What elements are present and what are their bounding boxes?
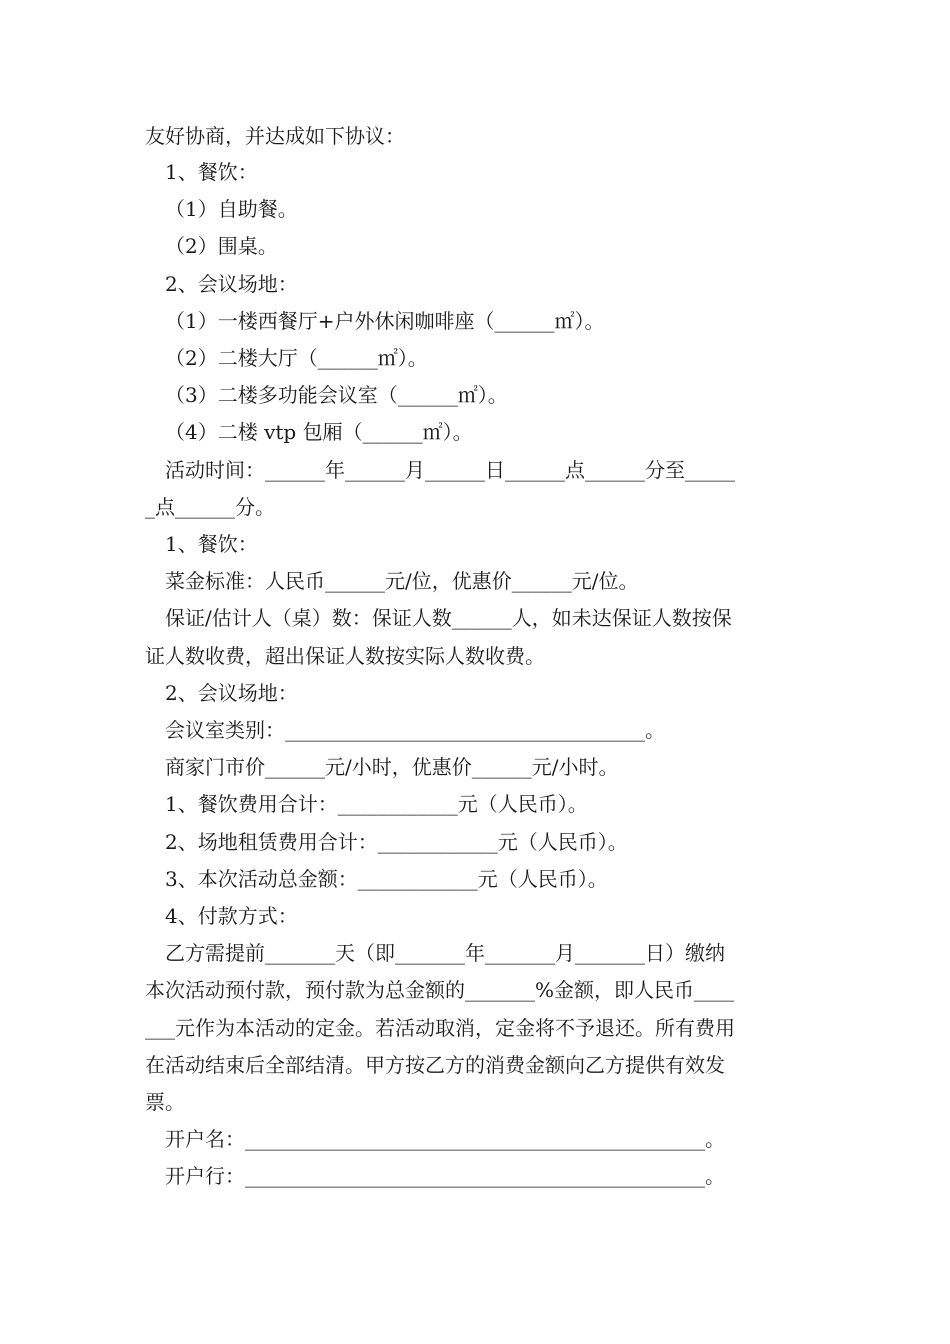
text-line: （2）围桌。 (165, 234, 278, 258)
text-line: 票。 (145, 1090, 185, 1114)
text-line: 乙方需提前_______天（即_______年_______月_______日）缴纳 (165, 941, 725, 965)
text-line: 证人数收费，超出保证人数按实际人数收费。 (145, 644, 545, 668)
text-line: （1）自助餐。 (165, 197, 298, 221)
text-line: 1、餐饮： (165, 532, 258, 556)
text-line: 4、付款方式： (165, 904, 298, 928)
text-line: 1、餐饮： (165, 160, 258, 184)
text-line: 本次活动预付款，预付款为总金额的_______%金额，即人民币____ (145, 978, 735, 1002)
text-line: 会议室类别：____________________________________。 (165, 718, 665, 742)
text-line: 2、场地租赁费用合计：____________元（人民币）。 (165, 830, 628, 854)
text-line: 保证/估计人（桌）数：保证人数______人，如未达保证人数按保 (165, 606, 732, 630)
text-line: 商家门市价______元/小时，优惠价______元/小时。 (165, 755, 619, 779)
text-line: （2）二楼大厅（______㎡）。 (165, 346, 428, 370)
text-line: 友好协商，并达成如下协议： (145, 124, 405, 148)
text-line: （4）二楼 vtp 包厢（______㎡）。 (165, 420, 473, 444)
text-line: 1、餐饮费用合计：____________元（人民币）。 (165, 792, 588, 816)
text-line: 2、会议场地： (165, 272, 298, 296)
text-line: （3）二楼多功能会议室（______㎡）。 (165, 383, 508, 407)
text-line: 菜金标准：人民币______元/位，优惠价______元/位。 (165, 569, 639, 593)
text-line: （1）一楼西餐厅+户外休闲咖啡座（______㎡）。 (165, 309, 605, 333)
text-line: 活动时间：______年______月______日______点______分至_____ (165, 458, 735, 482)
text-line: 3、本次活动总金额：____________元（人民币）。 (165, 867, 608, 891)
text-line: 2、会议场地： (165, 681, 298, 705)
text-line: _点______分。 (145, 495, 275, 519)
text-line: 在活动结束后全部结清。甲方按乙方的消费金额向乙方提供有效发 (145, 1053, 725, 1077)
text-line: ___元作为本活动的定金。若活动取消，定金将不予退还。所有费用 (145, 1016, 735, 1040)
text-line: 开户名：______________________________________________。 (165, 1127, 725, 1151)
text-line: 开户行：______________________________________________。 (165, 1164, 725, 1188)
